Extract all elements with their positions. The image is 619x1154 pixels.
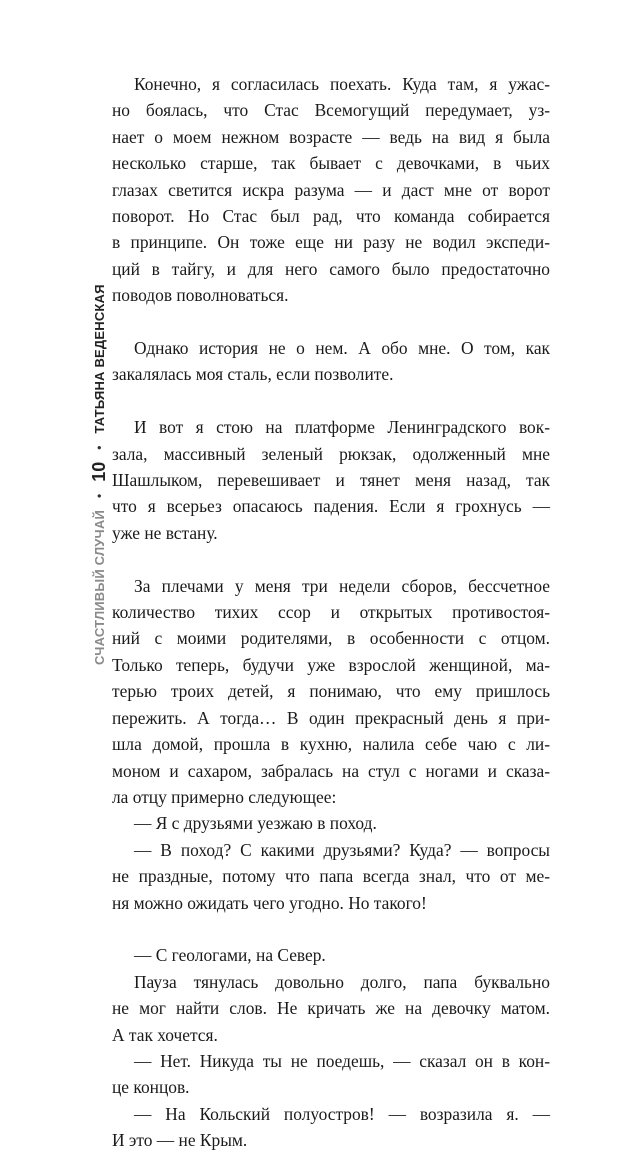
text-line: количество тихих ссор и открытых противостоя- <box>112 602 550 623</box>
paragraph <box>112 969 550 1048</box>
text-line: За плечами у меня три недели сборов, бессчетное <box>134 575 550 596</box>
text-line: — Я с друзьями уезжаю в поход. <box>134 813 377 834</box>
paragraph-gap <box>112 916 550 942</box>
text-line: ций в тайгу, и для него самого было предостаточно <box>112 258 550 279</box>
text-line: Однако история не о нем. А обо мне. О том, как <box>134 338 550 359</box>
page-number: 10 <box>88 461 109 482</box>
text-line: зала, массивный зеленый рюкзак, одолженный мне <box>112 443 550 464</box>
text-line: нает о моем нежном возрасте — ведь на вид я была <box>112 126 550 147</box>
text-line: уже не встану. <box>112 522 218 543</box>
text-line: Пауза тянулась довольно долго, папа буквально <box>134 971 550 992</box>
paragraph <box>112 837 550 916</box>
text-line: ня можно ожидать чего угодно. Но такого! <box>112 892 427 913</box>
separator-bullet: • <box>92 445 106 450</box>
paragraph <box>112 414 550 546</box>
text-line: моном и сахаром, забралась на стул с ногами и сказа- <box>112 760 550 781</box>
paragraph <box>112 942 550 968</box>
paragraph <box>112 335 550 388</box>
text-line: глазах светится искра разума — и даст мне от ворот <box>112 179 550 200</box>
author-name: ТАТЬЯНА ВЕДЕНСКАЯ <box>91 284 107 434</box>
text-line: не праздные, потому что папа всегда знал, что от ме- <box>112 866 550 887</box>
series-title: СЧАСТЛИВЫЙ СЛУЧАЙ <box>91 509 107 665</box>
paragraph-gap <box>112 309 550 335</box>
text-line: Только теперь, будучи уже взрослой женщиной, ма- <box>112 654 550 675</box>
text-line: что я всерьез опасаюсь падения. Если я грохнусь — <box>112 496 550 517</box>
paragraph <box>112 810 550 836</box>
text-line: Шашлыком, перевешивает и тянет меня назад, так <box>112 470 550 491</box>
text-line: це концов. <box>112 1077 190 1098</box>
text-line: несколько старше, так бывает с девочками, в чьих <box>112 153 550 174</box>
text-line: в принципе. Он тоже еще ни разу не водил экспеди- <box>112 232 550 253</box>
body-text <box>112 71 550 1154</box>
paragraph <box>112 71 550 309</box>
text-line: И это — не Крым. <box>112 1130 248 1151</box>
text-line: но боялась, что Стас Всемогущий передумает, уз- <box>112 100 550 121</box>
text-line: не мог найти слов. Не кричать же на девочку матом. <box>112 998 550 1019</box>
text-line: — На Кольский полуостров! — возразила я. — <box>134 1103 550 1124</box>
text-line: ла отцу примерно следующее: <box>112 786 337 807</box>
paragraph-gap <box>112 546 550 572</box>
text-line: И вот я стою на платформе Ленинградского вок- <box>134 417 550 438</box>
text-line: — В поход? С какими друзьями? Куда? — вопросы <box>134 839 550 860</box>
text-line: шла домой, прошла в кухню, налила себе чаю с ли- <box>112 734 550 755</box>
text-line: — Нет. Никуда ты не поедешь, — сказал он в кон- <box>134 1050 550 1071</box>
text-line: А так хочется. <box>112 1024 218 1045</box>
running-head-rotated <box>89 284 109 665</box>
paragraph <box>112 1048 550 1101</box>
paragraph <box>112 573 550 811</box>
text-line: — С геологами, на Север. <box>134 945 326 966</box>
text-line: терью троих детей, я понимаю, что ему пришлось <box>112 681 550 702</box>
paragraph <box>112 1101 550 1154</box>
text-line: закалялась моя сталь, если позволите. <box>112 364 394 385</box>
text-line: ний с моими родителями, в особенности с отцом. <box>112 628 550 649</box>
side-running-head <box>0 0 109 1000</box>
text-line: поворот. Но Стас был рад, что команда собирается <box>112 206 550 227</box>
text-line: Конечно, я согласилась поехать. Куда там, я ужас- <box>134 74 550 94</box>
text-line: пережить. А тогда… В один прекрасный день я при- <box>112 707 550 728</box>
separator-bullet: • <box>92 493 106 498</box>
paragraph-gap <box>112 388 550 414</box>
text-line: поводов поволноваться. <box>112 285 289 306</box>
